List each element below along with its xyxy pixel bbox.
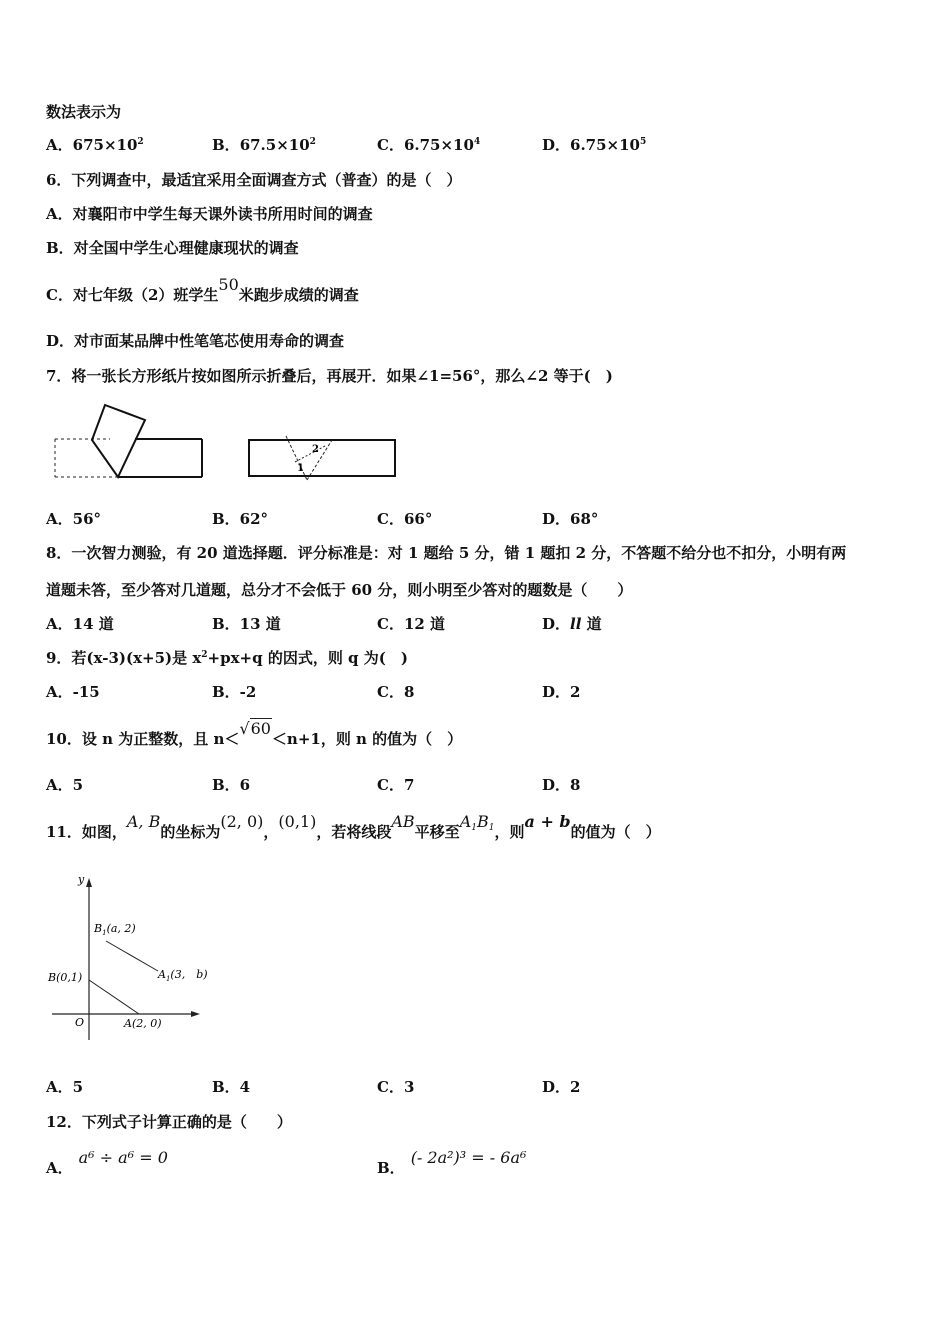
- q6-c-number: 50: [218, 275, 239, 294]
- q11-option-c[interactable]: C．3: [377, 1078, 415, 1096]
- q7-option-d[interactable]: D．68°: [542, 510, 599, 528]
- q10-option-d[interactable]: D．8: [542, 776, 581, 794]
- x-axis-arrow: [191, 1011, 200, 1017]
- q11-option-b[interactable]: B．4: [212, 1078, 251, 1096]
- q5-stem-tail: 数法表示为: [46, 103, 122, 121]
- q6-option-c[interactable]: C．对七年级（2）班学生50米跑步成绩的调查: [46, 275, 359, 304]
- q6-option-a[interactable]: A．对襄阳市中学生每天课外读书所用时间的调查: [46, 205, 373, 223]
- point-B1-label: $B_1(a$, 2): [94, 922, 136, 937]
- q8-option-b[interactable]: B．13 道: [212, 615, 281, 633]
- q5-option-b[interactable]: B．$67.5\times 10^2$: [212, 136, 316, 154]
- q8-stem-line2: 道题未答，至少答对几道题，总分才不会低于 60 分，则小明至少答对的题数是（ ）: [46, 581, 633, 599]
- q9-option-b[interactable]: B．-2: [212, 683, 257, 701]
- q9-option-d[interactable]: D．2: [542, 683, 581, 701]
- q6-option-b[interactable]: B．对全国中学生心理健康现状的调查: [46, 239, 299, 257]
- q5-option-a[interactable]: A．$675\times 10^2$: [46, 136, 144, 154]
- q7-option-a[interactable]: A．56°: [46, 510, 102, 528]
- y-axis-label: y: [78, 873, 85, 886]
- folded-paper-left: [55, 405, 202, 477]
- q6-option-d[interactable]: D．对市面某品牌中性笔笔芯使用寿命的调查: [46, 332, 345, 350]
- q7-stem: 7．将一张长方形纸片按如图所示折叠后，再展开．如果∠1=56°，那么∠2 等于( ): [46, 367, 613, 385]
- angle-2-label: 2: [312, 444, 319, 455]
- q11-stem: 11．如图，A, B的坐标为(2, 0)，(0,1)，若将线段AB平移至$A_1B_1$，则a + b的值为（ ）: [46, 812, 661, 841]
- q12-option-b[interactable]: B．(- 2a²)³ = - 6a⁶: [377, 1148, 527, 1177]
- q11-option-a[interactable]: A．5: [46, 1078, 84, 1096]
- q9-stem: 9．若(x-3)(x+5)是 $x^2+px+q$ 的因式，则 q 为( ): [46, 649, 408, 667]
- q9-option-a[interactable]: A．-15: [46, 683, 100, 701]
- q5-option-d[interactable]: D．$6.75\times 10^5$: [542, 136, 647, 154]
- q10-option-b[interactable]: B．6: [212, 776, 251, 794]
- angle-1-label: 1: [297, 463, 304, 474]
- q10-option-a[interactable]: A．5: [46, 776, 84, 794]
- q7-folding-figure: [50, 400, 410, 484]
- q9-option-c[interactable]: C．8: [377, 683, 415, 701]
- q11-option-d[interactable]: D．2: [542, 1078, 581, 1096]
- q12-option-a[interactable]: A．a⁶ ÷ a⁶ = 0: [46, 1148, 168, 1177]
- q8-option-c[interactable]: C．12 道: [377, 615, 446, 633]
- q12-stem: 12．下列式子计算正确的是（ ）: [46, 1113, 292, 1131]
- q7-option-c[interactable]: C．66°: [377, 510, 433, 528]
- point-A-label: A(2, 0): [124, 1017, 162, 1030]
- segment-A1B1: [106, 941, 158, 971]
- q5-option-c[interactable]: C．$6.75\times 10^4$: [377, 136, 481, 154]
- q8-stem-line1: 8．一次智力测验，有 20 道选择题．评分标准是：对 1 题给 5 分，错 1 题扣 2 分，不答题不给分也不扣分，小明有两: [46, 544, 847, 562]
- sqrt-60: √60: [239, 719, 271, 738]
- q10-stem: 10．设 n 为正整数，且 n＜√60＜n+1，则 n 的值为（ ）: [46, 719, 463, 748]
- q8-option-a[interactable]: A．14 道: [46, 615, 114, 633]
- origin-label: O: [75, 1016, 85, 1029]
- q6-stem: 6．下列调查中，最适宜采用全面调查方式（普查）的是（ ）: [46, 171, 462, 189]
- q8-option-d[interactable]: D．ll 道: [542, 615, 602, 633]
- y-axis-arrow: [86, 878, 92, 887]
- q10-option-c[interactable]: C．7: [377, 776, 415, 794]
- unfolded-paper-right: [249, 436, 395, 480]
- q11-coordinate-figure: [44, 868, 224, 1044]
- point-A1-label: $A_1(3$, b): [158, 968, 208, 983]
- segment-AB: [89, 980, 139, 1014]
- q7-option-b[interactable]: B．62°: [212, 510, 269, 528]
- point-B-label: B(0,1): [48, 971, 83, 984]
